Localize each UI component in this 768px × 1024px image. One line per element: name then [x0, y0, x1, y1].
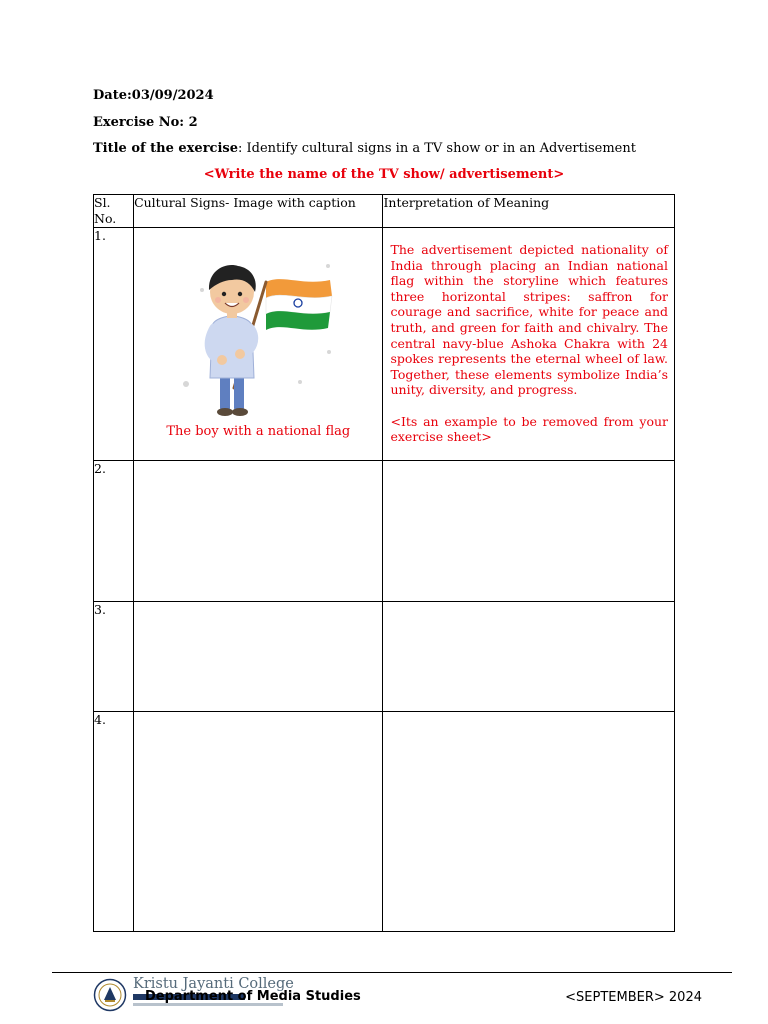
college-seal-icon [93, 978, 127, 1012]
boy-with-flag-icon [182, 256, 334, 422]
header-interpretation: Interpretation of Meaning [383, 195, 675, 228]
table-row [94, 461, 675, 602]
date-label: Date: [93, 88, 132, 103]
title-value: : Identify cultural signs in a TV show or in an Advertisement [237, 141, 636, 156]
footer-divider [52, 972, 732, 973]
header-sl-line2: No. [94, 211, 117, 226]
row-number: 2. [94, 461, 134, 602]
header-sl-line1: Sl. [94, 195, 111, 210]
interpretation-text: The advertisement depicted nationality of India through placing an Indian national flag within the storyline which features three horizontal stripes: saffron for courage and sacrifice, white for peace and truth, and green for faith and chivalry. The central navy-blue Ashoka Chakra with 24 spokes represents the eternal wheel of law. Together, these elements symbolize India’s unity, diversity, and progress. [390, 242, 668, 398]
date-line [93, 88, 214, 103]
image-caption: The boy with a national flag [166, 424, 351, 439]
cultural-signs-table [93, 194, 675, 932]
sign-image-cell [134, 712, 383, 932]
date-value: 03/09/2024 [131, 88, 214, 103]
row-number: 4. [94, 712, 134, 932]
exercise-title [93, 141, 636, 156]
interpretation-cell [383, 461, 675, 602]
interpretation-cell [383, 712, 675, 932]
table-row [94, 712, 675, 932]
title-label: Title of the exercise [93, 141, 238, 156]
sign-image-cell [134, 602, 383, 712]
table-row [94, 602, 675, 712]
table-row [94, 228, 675, 461]
header-sl-no [94, 195, 134, 228]
interpretation-cell [383, 228, 675, 461]
department-name: Department of Media Studies [145, 989, 361, 1004]
college-name: Kristu Jayanti College [133, 976, 294, 992]
table-header-row [94, 195, 675, 228]
footer-month: <SEPTEMBER> 2024 [565, 990, 702, 1005]
example-note: <Its an example to be removed from your exercise sheet> [390, 413, 668, 445]
interpretation-cell [383, 602, 675, 712]
show-name-placeholder: <Write the name of the TV show/ advertisement> [203, 167, 565, 182]
row-number: 3. [94, 602, 134, 712]
header-cultural-signs: Cultural Signs- Image with caption [134, 195, 383, 228]
sign-image-cell [134, 228, 383, 461]
exercise-label: Exercise No: 2 [93, 115, 198, 130]
exercise-number [93, 115, 198, 130]
sign-image-cell [134, 461, 383, 602]
row-number: 1. [94, 228, 134, 461]
